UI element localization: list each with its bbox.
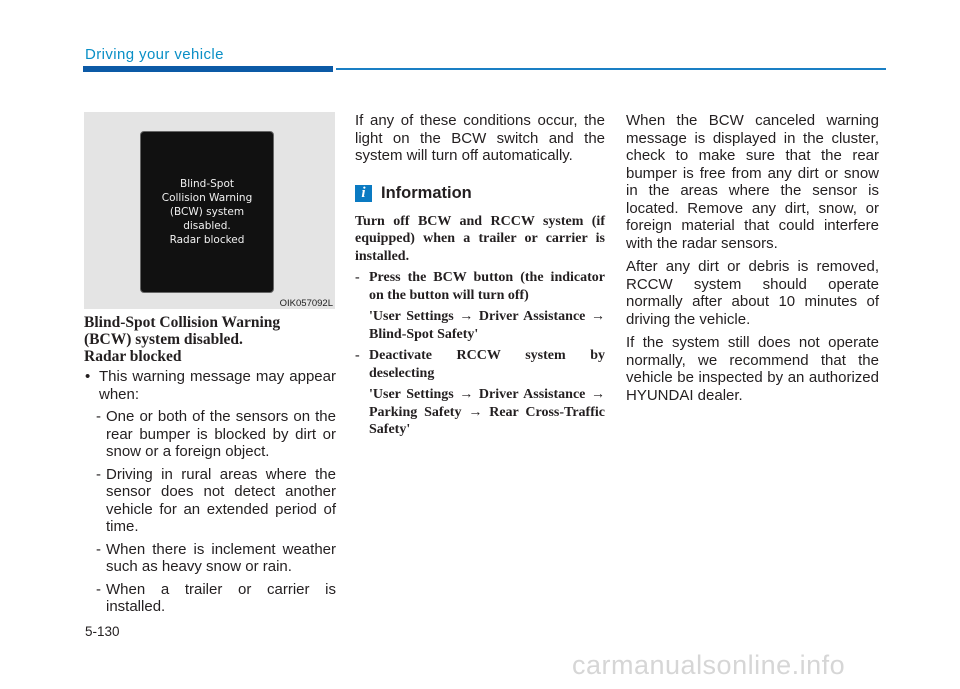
column-3: [626, 112, 879, 410]
information-step: [355, 347, 605, 439]
menu-path: 'User Settings → Driver Assistance → Parking Safety → Rear Cross-Traffic Safety': [369, 387, 605, 437]
information-body: [355, 213, 605, 439]
figure-code: OIK057092L: [279, 298, 333, 309]
subsection-heading: Blind-Spot Collision Warning (BCW) system disabled. Radar blocked: [84, 314, 281, 365]
information-lead: Turn off BCW and RCCW system (if equipped) when a trailer or carrier is installed.: [355, 213, 605, 264]
condition-item: - One or both of the sensors on the rear bumper is blocked by dirt or snow or a foreign object.: [84, 408, 336, 461]
condition-item: - When there is inclement weather such as heavy snow or rain.: [84, 541, 336, 576]
condition-item: - Driving in rural areas where the sensor does not detect another vehicle for an extended period of time.: [84, 466, 336, 536]
information-step: [355, 269, 605, 343]
paragraph: When the BCW canceled warning message is displayed in the cluster, check to make sure that the rear bumper is free from any dirt or snow in the areas where the sensor is located. Remove any dirt, snow, or foreign material that could interfere with the radar sensors.: [626, 112, 879, 252]
column-2: [355, 112, 605, 439]
watermark: carmanualsonline.info: [572, 650, 846, 680]
step-text: Deactivate RCCW system by deselecting: [369, 348, 605, 381]
information-title: Information: [381, 183, 472, 202]
cluster-figure: [84, 112, 335, 309]
step-text: Press the BCW button (the indicator on the button will turn off): [369, 270, 605, 303]
header-rule-light: [336, 68, 886, 70]
header-rule-dark: [83, 66, 333, 72]
information-header: [355, 184, 605, 203]
page-number: 5-130: [85, 624, 120, 639]
cluster-display: [140, 131, 274, 293]
paragraph: After any dirt or debris is removed, RCCW system should operate normally after about 10 minutes of driving the vehicle.: [626, 258, 879, 328]
cluster-warning-message: Blind-Spot Collision Warning (BCW) system disabled. Radar blocked: [161, 178, 253, 246]
section-title: Driving your vehicle: [85, 46, 224, 63]
info-icon: i: [355, 185, 372, 202]
bullet-item: • This warning message may appear when:: [84, 368, 336, 403]
menu-path: 'User Settings → Driver Assistance → Blind-Spot Safety': [369, 309, 605, 342]
paragraph: If any of these conditions occur, the light on the BCW switch and the system will turn off automatically.: [355, 112, 605, 164]
condition-item: - When a trailer or carrier is installed.: [84, 581, 336, 616]
paragraph: If the system still does not operate normally, we recommend that the vehicle be inspected by an authorized HYUNDAI dealer.: [626, 334, 879, 404]
conditions-block: [84, 368, 336, 616]
